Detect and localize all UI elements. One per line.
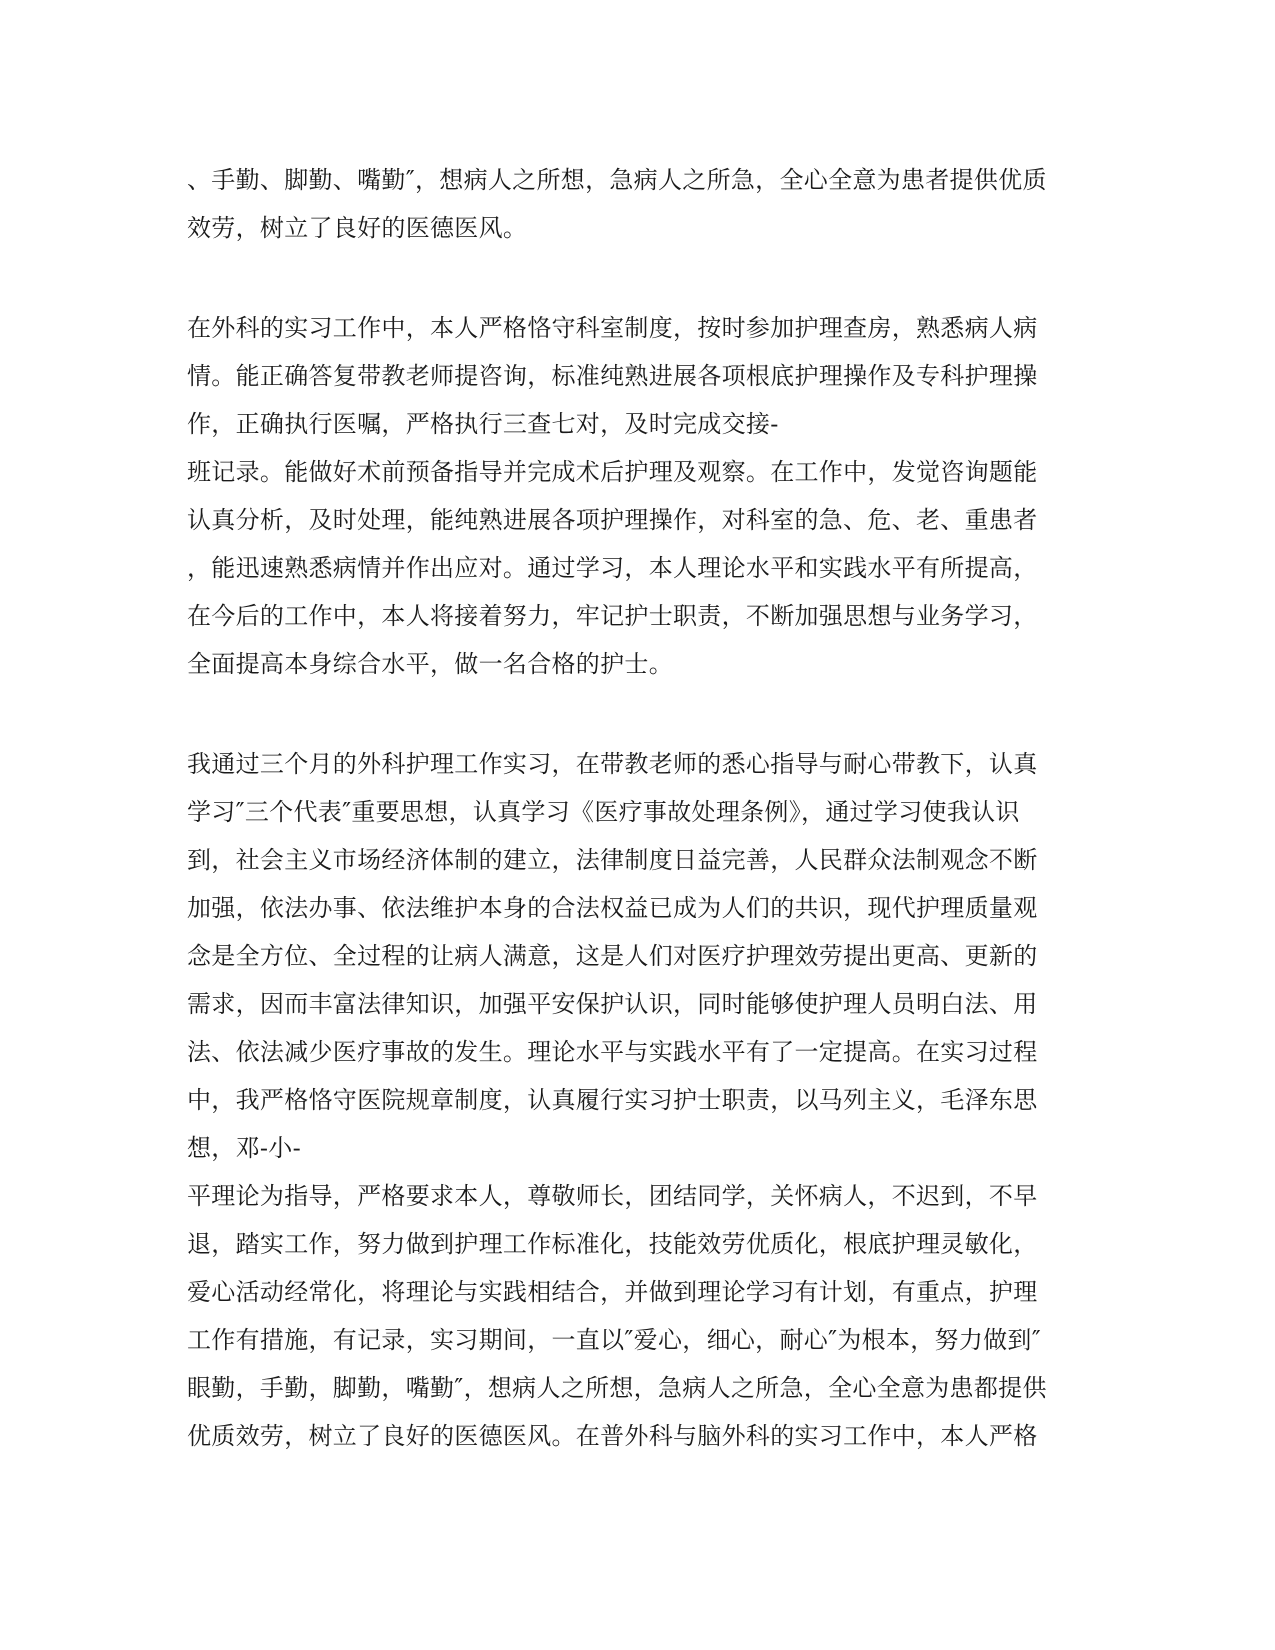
text-line: 学习″三个代表″重要思想，认真学习《医疗事故处理条例》，通过学习使我认识 <box>187 798 1020 826</box>
paragraph-2 <box>187 304 1087 688</box>
text-line: 平理论为指导，严格要求本人，尊敬师长，团结同学，关怀病人，不迟到，不早 <box>187 1182 1038 1210</box>
text-line: 在今后的工作中，本人将接着努力，牢记护士职责，不断加强思想与业务学习， <box>187 602 1038 630</box>
text-line: 加强，依法办事、依法维护本身的合法权益已成为人们的共识，现代护理质量观 <box>187 894 1038 922</box>
text-line: 作，正确执行医嘱，严格执行三查七对，及时完成交接- <box>187 410 779 438</box>
text-line: 效劳，树立了良好的医德医风。 <box>187 214 528 242</box>
text-line: 、手勤、脚勤、嘴勤″，想病人之所想，急病人之所急，全心全意为患者提供优质 <box>187 166 1047 194</box>
text-line: ，能迅速熟悉病情并作出应对。通过学习，本人理论水平和实践水平有所提高， <box>187 554 1038 582</box>
text-line: 在外科的实习工作中，本人严格恪守科室制度，按时参加护理查房，熟悉病人病 <box>187 314 1038 342</box>
text-line: 全面提高本身综合水平，做一名合格的护士。 <box>187 650 673 678</box>
text-line: 需求，因而丰富法律知识，加强平安保护认识，同时能够使护理人员明白法、用 <box>187 990 1038 1018</box>
text-line: 法、依法减少医疗事故的发生。理论水平与实践水平有了一定提高。在实习过程 <box>187 1038 1038 1066</box>
text-line: 认真分析，及时处理，能纯熟进展各项护理操作，对科室的急、危、老、重患者 <box>187 506 1038 534</box>
text-line: 中，我严格恪守医院规章制度，认真履行实习护士职责，以马列主义，毛泽东思 <box>187 1086 1038 1114</box>
text-line: 班记录。能做好术前预备指导并完成术后护理及观察。在工作中，发觉咨询题能 <box>187 458 1038 486</box>
text-line: 优质效劳，树立了良好的医德医风。在普外科与脑外科的实习工作中，本人严格 <box>187 1422 1038 1450</box>
text-line: 退，踏实工作，努力做到护理工作标准化，技能效劳优质化，根底护理灵敏化， <box>187 1230 1038 1258</box>
text-line: 爱心活动经常化，将理论与实践相结合，并做到理论学习有计划，有重点，护理 <box>187 1278 1038 1306</box>
text-line: 念是全方位、全过程的让病人满意，这是人们对医疗护理效劳提出更高、更新的 <box>187 942 1038 970</box>
text-line: 眼勤，手勤，脚勤，嘴勤″，想病人之所想，急病人之所急，全心全意为患都提供 <box>187 1374 1047 1402</box>
text-line: 想，邓-小- <box>187 1134 302 1162</box>
paragraph-1 <box>187 156 1087 252</box>
text-line: 我通过三个月的外科护理工作实习，在带教老师的悉心指导与耐心带教下，认真 <box>187 750 1038 778</box>
text-line: 情。能正确答复带教老师提咨询，标准纯熟进展各项根底护理操作及专科护理操 <box>187 362 1038 390</box>
text-line: 工作有措施，有记录，实习期间，一直以″爱心，细心，耐心″为根本，努力做到″ <box>187 1326 1041 1354</box>
text-line: 到，社会主义市场经济体制的建立，法律制度日益完善，人民群众法制观念不断 <box>187 846 1038 874</box>
paragraph-3 <box>187 740 1087 1460</box>
